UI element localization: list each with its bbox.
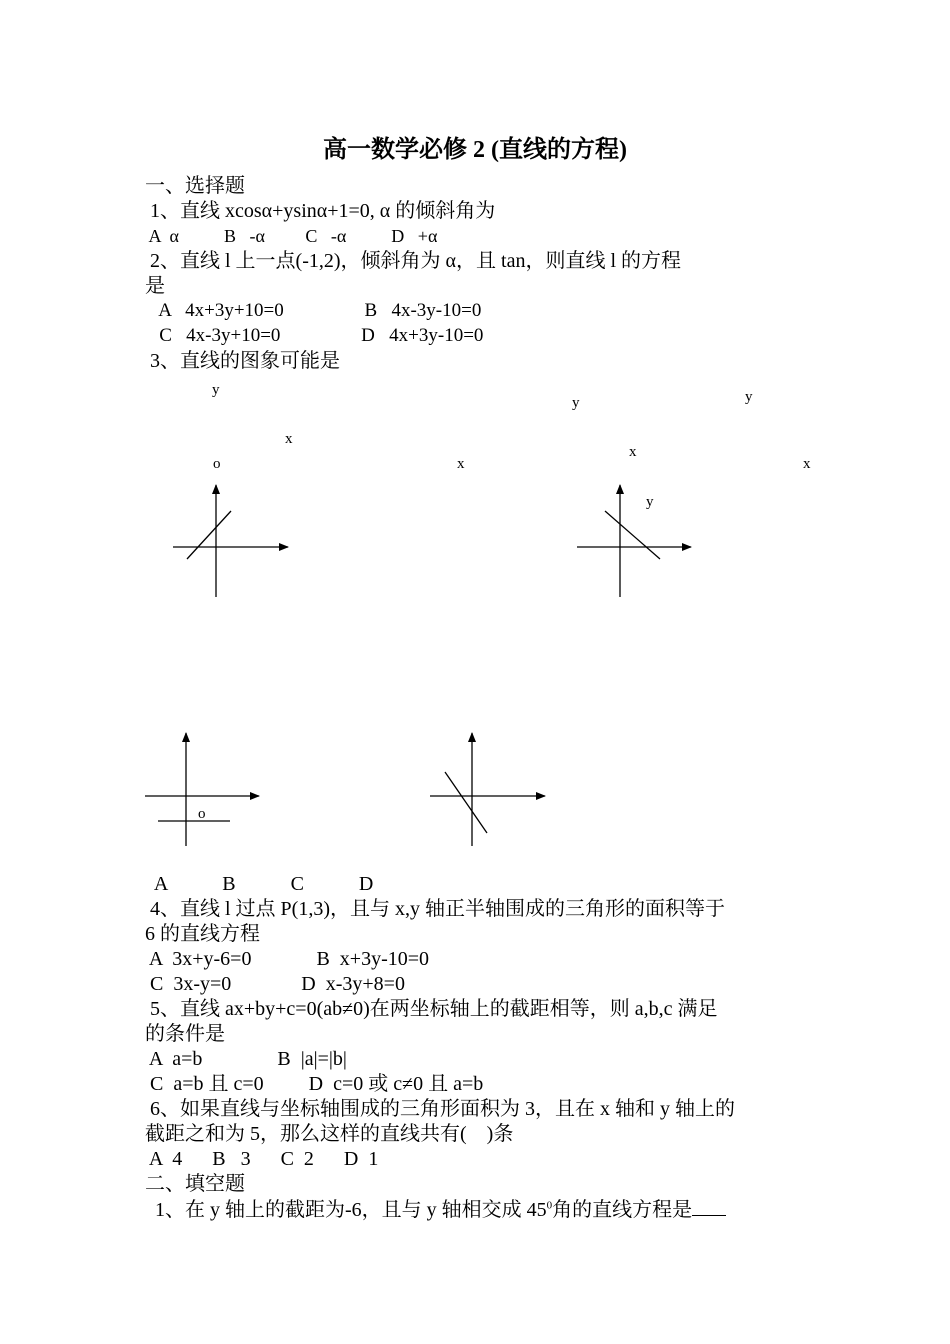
fill-question-1: [145, 1197, 726, 1222]
figure-label-x3: x: [629, 444, 637, 460]
question-2-options-row2: C 4x-3y+10=0 D 4x+3y-10=0: [145, 325, 484, 346]
question-4-stem-line1: 4、直线 l 过点 P(1,3)，且与 x,y 轴正半轴围成的三角形的面积等于: [145, 898, 725, 920]
question-1-stem: 1、直线 xcosα+ysinα+1=0, α 的倾斜角为: [145, 200, 496, 222]
question-5-options-row2: C a=b 且 c=0 D c=0 或 c≠0 且 a=b: [145, 1073, 484, 1095]
question-6-stem-line1: 6、如果直线与坐标轴围成的三角形面积为 3，且在 x 轴和 y 轴上的: [145, 1098, 735, 1120]
figure-label-y1: y: [212, 382, 220, 398]
question-2-stem-line2: 是: [145, 275, 165, 297]
fill-question-1-text: 1、在 y 轴上的截距为-6，且与 y 轴相交成 45: [145, 1199, 547, 1221]
question-6-options: A 4 B 3 C 2 D 1: [145, 1148, 379, 1170]
question-4-options-row2: C 3x-y=0 D x-3y+8=0: [145, 973, 405, 995]
figure-label-x2: x: [457, 456, 465, 472]
figure-label-o1: o: [213, 456, 221, 472]
question-3-stem: 3、直线的图象可能是: [145, 350, 340, 372]
question-4-stem-line2: 6 的直线方程: [145, 923, 260, 945]
figure-label-x4: x: [803, 456, 811, 472]
figure-label-y3: y: [745, 389, 753, 405]
question-2-options-row1: A 4x+3y+10=0 B 4x-3y-10=0: [145, 300, 482, 321]
page-title: 高一数学必修 2 (直线的方程): [323, 137, 627, 163]
figure-c: [145, 733, 259, 846]
figure-label-x1: x: [285, 431, 293, 447]
section-heading-choice: 一、选择题: [145, 175, 245, 197]
figure-label-y2: y: [572, 395, 580, 411]
figure-label-y4: y: [646, 494, 654, 510]
section-heading-fill: 二、填空题: [145, 1173, 245, 1195]
figure-label-o2: o: [198, 806, 206, 822]
figure-a: [173, 485, 288, 597]
question-2-stem-line1: 2、直线 l 上一点(-1,2)，倾斜角为 α，且 tan，则直线 l 的方程: [145, 250, 682, 272]
answer-blank[interactable]: [692, 1197, 726, 1216]
question-4-options-row1: A 3x+y-6=0 B x+3y-10=0: [145, 948, 430, 970]
question-1-options: A α B -α C -α D +α: [145, 226, 438, 246]
fill-question-1-text-after: 角的直线方程是: [552, 1199, 693, 1221]
figure-b: [577, 485, 691, 597]
question-6-stem-line2: 截距之和为 5，那么这样的直线共有( )条: [145, 1123, 514, 1145]
question-5-options-row1: A a=b B |a|=|b|: [145, 1048, 347, 1070]
question-5-stem-line2: 的条件是: [145, 1023, 225, 1045]
figure-d: [430, 733, 545, 846]
question-3-answer-labels: A B C D: [145, 873, 374, 895]
degree-superscript: 0: [546, 1199, 553, 1212]
question-5-stem-line1: 5、直线 ax+by+c=0(ab≠0)在两坐标轴上的截距相等，则 a,b,c 满足: [145, 998, 718, 1020]
